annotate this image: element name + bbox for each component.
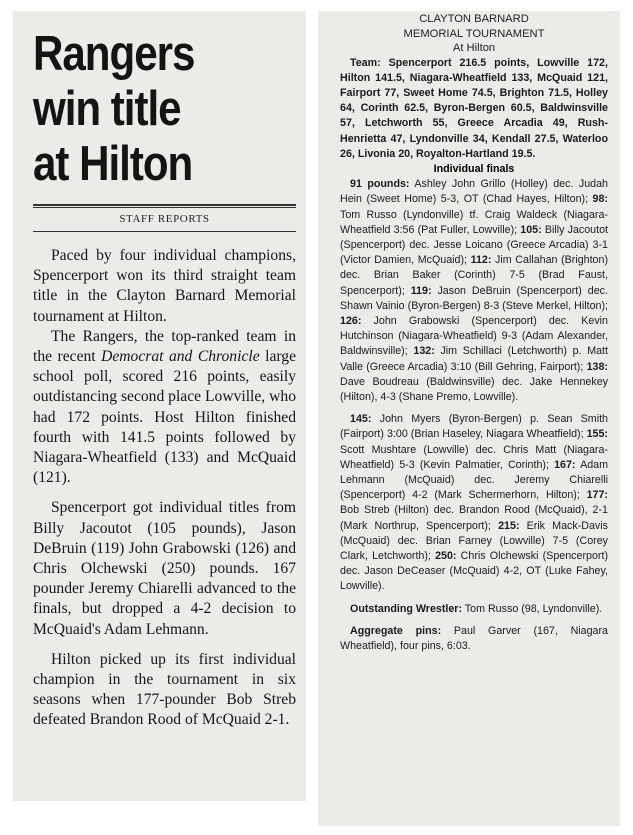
finals-a-weight-1: 98:	[592, 193, 608, 206]
results-header-line-1: CLAYTON BARNARD	[419, 13, 529, 25]
headline-line-1: Rangers	[33, 27, 195, 81]
finals-a-result-7: Dave Boudreau (Baldwinsville) dec. Jake Hennekey (Hilton), 4-3 (Shane Premo, Lowville).	[340, 375, 608, 403]
outstanding-label: Outstanding Wrestler:	[350, 602, 463, 615]
finals-b-weight-2: 167:	[554, 458, 576, 471]
finals-a-weight-0: 91 pounds:	[350, 178, 410, 191]
finals-b-weight-3: 177:	[586, 489, 608, 502]
finals-a-result-1: Tom Russo (Lyndonville) tf. Craig Waldeck (Niagara-Wheatfield 3:56 (Pat Fuller, Lowville);	[340, 208, 608, 236]
finals-a-weight-4: 119:	[410, 284, 432, 297]
finals-a-result-6: Jim Schillaci (Letchworth) p. Matt Valle (Greece Arcadia) 3:10 (Bill Gehring, Fairport);	[340, 345, 608, 373]
finals-a-weight-5: 126:	[340, 314, 362, 327]
finals-b-result-3: Bob Streb (Hilton) dec. Brandon Rood (McQuaid), 2-1 (Mark Northrup, Spencerport);	[340, 504, 608, 532]
team-text: Spencerport 216.5 points, Lowville 172, Hilton 141.5, Niagara-Wheatfield 133, McQuaid 121, Fairport 77, Sweet Home 74.5, Brighton 71.5, Holley 64, Corinth 62.5, Byron-Bergen 60.5, Baldwinsville 57, Letchworth 55, Greece Arcadia 49, Rush-Henrietta 47, Lyndonville 34, Kendall 27.5, Waterloo 26, Livonia 20, Royalton-Hartland 19.5.	[340, 56, 608, 160]
finals-a-result-0: Ashley John Grillo (Holley) dec. Judah Hein (Sweet Home) 5-3, OT (Chad Hayes, Hilton);	[340, 178, 608, 206]
finals-b-result-2: Adam Lehmann (McQuaid) dec. Jeremy Chiarelli (Spencerport) 4-2 (Mark Schermerhorn, Hilton);	[340, 458, 608, 502]
left-article	[13, 11, 306, 801]
article-body	[33, 246, 296, 731]
finals-b-weight-4: 215:	[498, 519, 520, 532]
finals-title: Individual finals	[433, 162, 515, 175]
outstanding-text: Tom Russo (98, Lyndonville).	[462, 602, 603, 615]
pins-text: Paul Garver (167, Niagara Wheatfield), four pins, 6:03.	[340, 624, 608, 653]
results-box	[318, 11, 620, 826]
results-header-line-3: At Hilton	[452, 42, 496, 54]
finals-paragraph-1	[340, 177, 608, 405]
finals-a-weight-6: 132:	[413, 345, 435, 358]
byline: STAFF REPORTS	[33, 208, 296, 232]
headline-line-2: win title	[33, 82, 181, 136]
finals-b-weight-0: 145:	[350, 413, 372, 426]
finals-b-result-5: Chris Olchewski (Spencerport) dec. Jason DeCeaser (McQuaid) 4-2, OT (Luke Fahey, Lowville).	[340, 550, 608, 593]
aggregate-pins	[340, 624, 608, 654]
finals-a-weight-3: 112:	[470, 254, 492, 267]
team-scores	[340, 56, 608, 162]
headline	[33, 27, 296, 192]
finals-a-result-2: Billy Jacoutot (Spencerport) dec. Jesse Loicano (Greece Arcadia) 3-1 (Victor Damien, McQuaid);	[340, 223, 608, 267]
finals-a-result-3: Jim Callahan (Brighton) dec. Brian Baker (Corinth) 7-5 (Brad Faust, Spencerport);	[340, 254, 609, 297]
paragraph-2: The Rangers, the top-ranked team in the recent Democrat and Chronicle large school poll, scored 216 points, easily outdistancing second place Lowville, who had 172 points. Host Hilton finished fourth with 141.5 points followed by Niagara-Wheatfield (133) and McQuaid (121).	[33, 327, 296, 487]
finals-b-weight-1: 155:	[586, 428, 608, 441]
finals-b-result-1: Scott Mushtare (Lowville) dec. Chris Matt (Niagara-Wheatfield) 5-3 (Kevin Palmatier, Corinth);	[340, 443, 608, 471]
finals-a-weight-7: 138:	[586, 360, 608, 373]
headline-line-3: at Hilton	[33, 137, 193, 191]
finals-block	[340, 177, 608, 654]
finals-a-result-5: John Grabowski (Spencerport) dec. Kevin Hutchinson (Niagara-Wheatfield) 9-3 (Adam Alexander, Baldwinsville);	[340, 314, 608, 358]
paragraph-4: Hilton picked up its first individual champion in the tournament in six seasons when 177-pounder Bob Streb defeated Brandon Rood of McQuaid 2-1.	[33, 650, 296, 729]
results-header-line-2: MEMORIAL TOURNAMENT	[403, 27, 545, 40]
pins-label: Aggregate pins:	[350, 624, 442, 637]
finals-a-result-4: Jason DeBruin (Spencerport) dec. Shawn Vainio (Byron-Bergen) 8-3 (Steve Merkel, Hilton);	[340, 284, 608, 312]
finals-a-weight-2: 105:	[520, 223, 542, 236]
finals-b-result-4: Erik Mack-Davis (McQuaid) dec. Brian Farney (Lowville) 7-5 (Corey Clark, Letchworth);	[340, 519, 608, 562]
finals-b-result-0: John Myers (Byron-Bergen) p. Sean Smith (Fairport) 3:00 (Brian Haseley, Niagara Wheatfield);	[340, 413, 608, 441]
outstanding-wrestler	[340, 602, 608, 617]
team-label: Team:	[350, 56, 381, 69]
paragraph-1: Paced by four individual champions, Spencerport won its third straight team title in the Clayton Barnard Memorial tournament at Hilton.	[33, 247, 296, 325]
finals-b-weight-5: 250:	[435, 550, 457, 562]
newspaper-name: Democrat and Chronicle	[101, 348, 260, 366]
paragraph-3: Spencerport got individual titles from Billy Jacoutot (105 pounds), Jason DeBruin (119) John Grabowski (126) and Chris Olchewski (250) pounds. 167 pounder Jeremy Chiarelli advanced to the finals, but dropped a 4-2 decision to McQuaid's Adam Lehmann.	[33, 499, 296, 638]
finals-paragraph-2	[340, 412, 608, 594]
team-scores-text	[340, 56, 608, 162]
